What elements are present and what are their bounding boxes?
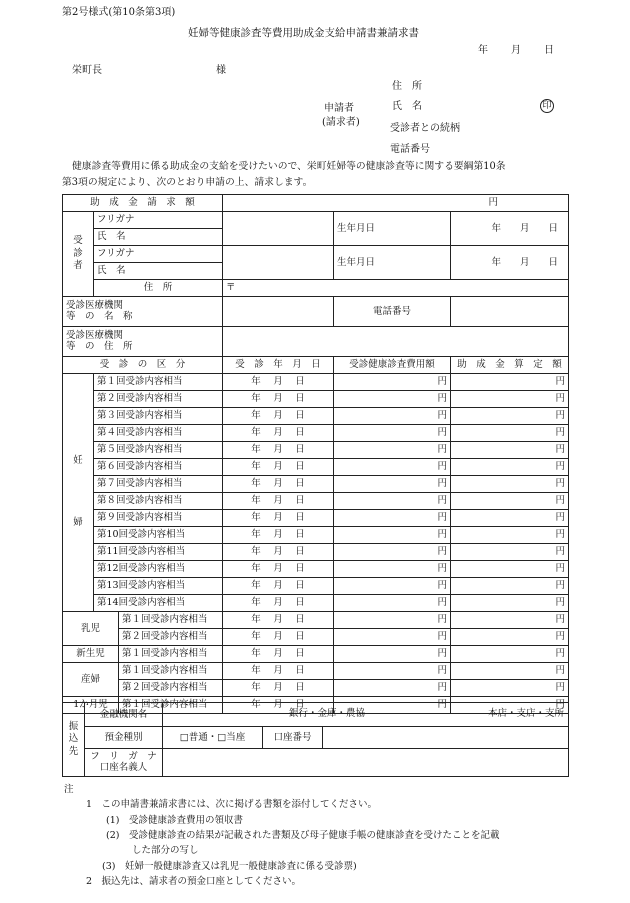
exam-row: [63, 374, 569, 391]
yen-unit: 円: [555, 631, 566, 643]
exam-visit-label: 第４回受診内容相当: [94, 425, 223, 442]
exam-year: 年: [251, 410, 261, 422]
relation-label: 受診者との続柄: [390, 123, 460, 134]
seal-icon: 印: [540, 99, 554, 113]
one-month-label: 1か月児: [63, 697, 119, 714]
applicant-address-label: 住 所: [392, 81, 422, 92]
bd1-month: 月: [520, 222, 530, 234]
exam-row: [63, 442, 569, 459]
exam-day: 日: [295, 410, 305, 422]
yen-unit: 円: [555, 614, 566, 626]
birthdate-label-1: 生年月日: [334, 212, 451, 246]
exam-date-input[interactable]: [223, 646, 334, 663]
account-type-options[interactable]: □普通・□当座: [163, 727, 263, 749]
yen-unit: 円: [437, 546, 447, 558]
exam-fee-input[interactable]: [334, 629, 451, 646]
exam-date-input[interactable]: [223, 663, 334, 680]
exam-visit-label: 第11回受診内容相当: [94, 544, 223, 561]
note-1: 1 この申請書兼請求書には、次に掲げる書類を添付してください。: [86, 799, 378, 810]
exam-year: 年: [251, 376, 261, 388]
exam-calc-input[interactable]: [451, 663, 569, 680]
exam-visit-label: 第７回受診内容相当: [94, 476, 223, 493]
exam-calc-input[interactable]: [451, 442, 569, 459]
clinic-address-input[interactable]: [223, 327, 569, 357]
exam-calc-input[interactable]: [451, 408, 569, 425]
yen-unit: 円: [555, 393, 566, 405]
exam-day: 日: [295, 665, 305, 677]
exam-day: 日: [295, 631, 305, 643]
bd1-day: 日: [548, 222, 559, 234]
exam-fee-input[interactable]: [334, 680, 451, 697]
yen-unit: 円: [555, 444, 566, 456]
exam-day: 日: [295, 427, 305, 439]
exam-fee-input[interactable]: [334, 544, 451, 561]
clinic-address-label-2: 等 の 住 所: [66, 340, 133, 352]
pregnant-label: [63, 374, 94, 612]
exam-year: 年: [251, 648, 261, 660]
clinic-phone-input[interactable]: [451, 297, 569, 327]
exam-fee-input[interactable]: [334, 510, 451, 527]
exam-fee-input[interactable]: [334, 561, 451, 578]
notes-heading: 注: [64, 784, 74, 795]
bd2-day: 日: [548, 256, 559, 268]
clinic-address-label: [63, 327, 223, 357]
exam-month: 月: [273, 631, 283, 643]
exam-fee-input[interactable]: [334, 612, 451, 629]
exam-date-input[interactable]: [223, 459, 334, 476]
holder-label: [85, 749, 163, 777]
patient-label: [63, 212, 94, 297]
exam-date-input[interactable]: [223, 442, 334, 459]
exam-date-input[interactable]: [223, 408, 334, 425]
yen-unit: 円: [437, 614, 447, 626]
exam-day: 日: [295, 546, 305, 558]
exam-day: 日: [295, 444, 305, 456]
exam-year: 年: [251, 665, 261, 677]
patient-char-2: 診: [73, 247, 83, 259]
exam-year: 年: [251, 478, 261, 490]
bd2-year: 年: [491, 256, 501, 268]
honorific: 様: [216, 65, 226, 76]
exam-row: [63, 408, 569, 425]
exam-year: 年: [251, 495, 261, 507]
yen-unit: 円: [437, 478, 447, 490]
exam-visit-label: 第１回受診内容相当: [94, 374, 223, 391]
exam-fee-input[interactable]: [334, 595, 451, 612]
yen-unit: 円: [437, 631, 447, 643]
furikomi-label: [63, 703, 85, 777]
exam-date-input[interactable]: [223, 493, 334, 510]
exam-visit-label: 第９回受診内容相当: [94, 510, 223, 527]
exam-row: [63, 629, 569, 646]
yen-unit: 円: [437, 495, 447, 507]
exam-row: [63, 391, 569, 408]
yen-unit: 円: [555, 495, 566, 507]
intro-line-1: 健康診査等費用に係る助成金の支給を受けたいので、栄町妊婦等の健康診査等に関する要綱第10条: [72, 161, 506, 172]
exam-fee-input[interactable]: [334, 493, 451, 510]
exam-calc-input[interactable]: [451, 527, 569, 544]
exam-month: 月: [273, 699, 283, 711]
exam-month: 月: [273, 376, 283, 388]
date-month: 月: [511, 45, 521, 56]
patient-char-1: 受: [73, 235, 83, 247]
furigana-label: フリガナ: [94, 212, 223, 229]
amount-row: [63, 195, 569, 212]
exam-date-input[interactable]: [223, 476, 334, 493]
exam-row: [63, 595, 569, 612]
yen-unit: 円: [555, 563, 566, 575]
branch-types: 本店・支店・支所: [488, 708, 565, 719]
yen-unit: 円: [437, 699, 447, 711]
exam-row: [63, 544, 569, 561]
exam-day: 日: [295, 478, 305, 490]
clinic-name-input[interactable]: [223, 297, 334, 327]
patient-name-2-input[interactable]: [223, 246, 334, 280]
yen-unit: 円: [555, 478, 566, 490]
exam-row: [63, 527, 569, 544]
yen-unit: 円: [555, 648, 566, 660]
exam-month: 月: [273, 495, 283, 507]
exam-visit-label: 第１回受診内容相当: [119, 612, 223, 629]
header-calc: 助 成 金 算 定 額: [451, 357, 569, 374]
exam-date-input[interactable]: [223, 578, 334, 595]
exam-day: 日: [295, 699, 305, 711]
furikomi-char-3: 先: [68, 745, 79, 757]
exam-row: [63, 663, 569, 680]
exam-date-input[interactable]: [223, 374, 334, 391]
exam-calc-input[interactable]: [451, 561, 569, 578]
exam-year: 年: [251, 393, 261, 405]
exam-row: [63, 612, 569, 629]
exam-year: 年: [251, 546, 261, 558]
exam-calc-input[interactable]: [451, 391, 569, 408]
exam-date-input[interactable]: [223, 544, 334, 561]
exam-row: [63, 646, 569, 663]
exam-visit-label: 第12回受診内容相当: [94, 561, 223, 578]
newborn-label: 新生児: [63, 646, 119, 663]
exam-fee-input[interactable]: [334, 425, 451, 442]
yen-unit: 円: [437, 597, 447, 609]
note-1-2b: した部分の写し: [132, 845, 199, 856]
exam-visit-label: 第13回受診内容相当: [94, 578, 223, 595]
exam-calc-input[interactable]: [451, 510, 569, 527]
exam-header-row: [63, 357, 569, 374]
exam-date-input[interactable]: [223, 612, 334, 629]
exam-row: [63, 476, 569, 493]
exam-day: 日: [295, 682, 305, 694]
exam-month: 月: [273, 427, 283, 439]
furikomi-char-1: 振: [68, 720, 79, 732]
exam-fee-input[interactable]: [334, 476, 451, 493]
exam-row: [63, 561, 569, 578]
exam-day: 日: [295, 393, 305, 405]
exam-visit-label: 第２回受診内容相当: [119, 680, 223, 697]
name-label-2: 氏 名: [94, 263, 223, 280]
exam-month: 月: [273, 393, 283, 405]
exam-year: 年: [251, 444, 261, 456]
exam-year: 年: [251, 461, 261, 473]
exam-month: 月: [273, 512, 283, 524]
birthdate-1-input[interactable]: [451, 212, 569, 246]
amount-label: 助 成 金 請 求 額: [63, 195, 223, 212]
exam-calc-input[interactable]: [451, 544, 569, 561]
yen-unit: 円: [555, 546, 566, 558]
exam-date-input[interactable]: [223, 425, 334, 442]
yen-unit: 円: [555, 427, 566, 439]
exam-month: 月: [273, 648, 283, 660]
yen-unit: 円: [555, 376, 566, 388]
applicant-label: 申請者: [324, 103, 354, 114]
yen-unit: 円: [437, 393, 447, 405]
patient-char-3: 者: [73, 260, 83, 272]
exam-day: 日: [295, 580, 305, 592]
exam-row: [63, 425, 569, 442]
institution-types: 銀行・金庫・農協: [289, 708, 366, 719]
exam-month: 月: [273, 563, 283, 575]
exam-month: 月: [273, 410, 283, 422]
exam-row: [63, 578, 569, 595]
postal-mark: 〒: [226, 282, 236, 294]
holder-input[interactable]: [163, 749, 569, 777]
exam-fee-input[interactable]: [334, 578, 451, 595]
header-fee: 受診健康診査費用額: [334, 357, 451, 374]
exam-day: 日: [295, 461, 305, 473]
exam-row: [63, 510, 569, 527]
exam-fee-input[interactable]: [334, 459, 451, 476]
yen-unit: 円: [437, 682, 447, 694]
exam-visit-label: 第14回受診内容相当: [94, 595, 223, 612]
exam-day: 日: [295, 376, 305, 388]
exam-year: 年: [251, 563, 261, 575]
name-label-1: 氏 名: [94, 229, 223, 246]
exam-month: 月: [273, 529, 283, 541]
exam-month: 月: [273, 444, 283, 456]
account-number-label: 口座番号: [263, 727, 323, 749]
amount-input[interactable]: [223, 195, 569, 212]
exam-year: 年: [251, 631, 261, 643]
yen-unit: 円: [437, 529, 447, 541]
exam-visit-label: 第６回受診内容相当: [94, 459, 223, 476]
yen-unit: 円: [437, 376, 447, 388]
form-number: 第2号様式(第10条第3項): [62, 7, 176, 18]
clinic-name-label-2: 等 の 名 称: [66, 310, 133, 322]
exam-day: 日: [295, 563, 305, 575]
exam-row: [63, 493, 569, 510]
exam-date-input[interactable]: [223, 510, 334, 527]
note-2: 2 振込先は、請求者の預金口座としてください。: [86, 876, 302, 887]
date-year: 年: [478, 45, 488, 56]
clinic-phone-label: 電話番号: [334, 297, 451, 327]
header-date: 受 診 年 月 日: [223, 357, 334, 374]
exam-visit-label: 第１回受診内容相当: [119, 663, 223, 680]
exam-visit-label: 第１回受診内容相当: [119, 646, 223, 663]
yen-unit: 円: [555, 597, 566, 609]
yen-unit: 円: [555, 529, 566, 541]
exam-month: 月: [273, 665, 283, 677]
yen-unit: 円: [437, 512, 447, 524]
pregnant-char-1: 妊: [73, 455, 83, 467]
bank-table: [62, 702, 569, 777]
exam-day: 日: [295, 597, 305, 609]
exam-date-input[interactable]: [223, 561, 334, 578]
exam-year: 年: [251, 529, 261, 541]
exam-calc-input[interactable]: [451, 595, 569, 612]
yen-unit: 円: [555, 461, 566, 473]
exam-day: 日: [295, 495, 305, 507]
yen-unit: 円: [555, 410, 566, 422]
birthdate-label-2: 生年月日: [334, 246, 451, 280]
exam-fee-input[interactable]: [334, 374, 451, 391]
exam-year: 年: [251, 580, 261, 592]
postpartum-label: 産婦: [63, 663, 119, 697]
header-category: 受 診 の 区 分: [63, 357, 223, 374]
application-table: [62, 194, 569, 714]
seal-mark: [540, 99, 554, 113]
birthdate-2-input[interactable]: [451, 246, 569, 280]
exam-calc-input[interactable]: [451, 459, 569, 476]
exam-date-input[interactable]: [223, 527, 334, 544]
bd1-year: 年: [491, 222, 501, 234]
exam-fee-input[interactable]: [334, 408, 451, 425]
infant-label: 乳児: [63, 612, 119, 646]
exam-calc-input[interactable]: [451, 646, 569, 663]
holder-label-2: 口座名義人: [99, 761, 148, 773]
holder-label-1: フ リ ガ ナ: [90, 750, 157, 762]
exam-year: 年: [251, 427, 261, 439]
requester-label: (請求者): [322, 117, 360, 128]
exam-date-input[interactable]: [223, 595, 334, 612]
addressee: 栄町長: [72, 65, 102, 76]
patient-name-1-input[interactable]: [223, 212, 334, 246]
yen-unit: 円: [555, 665, 566, 677]
exam-fee-input[interactable]: [334, 663, 451, 680]
yen-unit: 円: [555, 512, 566, 524]
exam-day: 日: [295, 512, 305, 524]
exam-year: 年: [251, 699, 261, 711]
yen-unit: 円: [555, 682, 566, 694]
exam-month: 月: [273, 461, 283, 473]
exam-date-input[interactable]: [223, 680, 334, 697]
exam-fee-input[interactable]: [334, 442, 451, 459]
exam-row: [63, 680, 569, 697]
amount-yen: 円: [488, 197, 499, 209]
exam-visit-label: 第10回受診内容相当: [94, 527, 223, 544]
institution-label: 金融機関名: [85, 703, 163, 727]
date-day: 日: [544, 45, 554, 56]
exam-calc-input[interactable]: [451, 578, 569, 595]
exam-year: 年: [251, 682, 261, 694]
note-1-3: (3) 妊婦一般健康診査又は乳児一般健康診査に係る受診票): [102, 861, 357, 872]
form-title: 妊婦等健康診査等費用助成金支給申請書兼請求書: [188, 27, 419, 39]
furigana-label-2: フリガナ: [94, 246, 223, 263]
yen-unit: 円: [437, 427, 447, 439]
exam-month: 月: [273, 478, 283, 490]
note-1-2a: (2) 受診健康診査の結果が記載された書類及び母子健康手帳の健康診査を受けたことを記載: [106, 830, 500, 841]
account-type-label: 預金種別: [85, 727, 163, 749]
exam-fee-input[interactable]: [334, 527, 451, 544]
exam-day: 日: [295, 648, 305, 660]
yen-unit: 円: [437, 563, 447, 575]
exam-day: 日: [295, 614, 305, 626]
institution-input[interactable]: [163, 703, 569, 727]
clinic-name-label-1: 受診医療機関: [66, 299, 124, 311]
exam-visit-label: 第２回受診内容相当: [94, 391, 223, 408]
intro-line-2: 第3項の規定により、次のとおり申請の上、請求します。: [62, 177, 313, 188]
furikomi-char-2: 込: [68, 733, 79, 745]
applicant-name-label: 氏 名: [392, 101, 422, 112]
pregnant-char-2: 婦: [73, 517, 83, 529]
clinic-name-label: [63, 297, 223, 327]
account-number-input[interactable]: [323, 727, 569, 749]
exam-month: 月: [273, 614, 283, 626]
exam-month: 月: [273, 682, 283, 694]
patient-address-label: 住 所: [94, 280, 223, 297]
exam-row: [63, 459, 569, 476]
patient-address-input[interactable]: [223, 280, 569, 297]
exam-visit-label: 第５回受診内容相当: [94, 442, 223, 459]
exam-calc-input[interactable]: [451, 680, 569, 697]
yen-unit: 円: [555, 580, 566, 592]
bd2-month: 月: [520, 256, 530, 268]
exam-month: 月: [273, 597, 283, 609]
exam-visit-label: 第２回受診内容相当: [119, 629, 223, 646]
exam-date-input[interactable]: [223, 391, 334, 408]
exam-fee-input[interactable]: [334, 646, 451, 663]
exam-month: 月: [273, 546, 283, 558]
note-1-1: (1) 受診健康診査費用の領収書: [106, 815, 243, 826]
exam-calc-input[interactable]: [451, 493, 569, 510]
phone-label: 電話番号: [390, 144, 430, 155]
yen-unit: 円: [437, 444, 447, 456]
exam-day: 日: [295, 529, 305, 541]
exam-visit-label: 第３回受診内容相当: [94, 408, 223, 425]
yen-unit: 円: [437, 580, 447, 592]
exam-year: 年: [251, 614, 261, 626]
yen-unit: 円: [437, 648, 447, 660]
yen-unit: 円: [437, 410, 447, 422]
exam-fee-input[interactable]: [334, 391, 451, 408]
exam-calc-input[interactable]: [451, 425, 569, 442]
exam-calc-input[interactable]: [451, 476, 569, 493]
exam-calc-input[interactable]: [451, 374, 569, 391]
yen-unit: 円: [555, 699, 566, 711]
clinic-address-label-1: 受診医療機関: [66, 329, 124, 341]
exam-month: 月: [273, 580, 283, 592]
exam-date-input[interactable]: [223, 629, 334, 646]
exam-calc-input[interactable]: [451, 629, 569, 646]
exam-visit-label: 第１回受診内容相当: [119, 697, 223, 714]
yen-unit: 円: [437, 665, 447, 677]
yen-unit: 円: [437, 461, 447, 473]
exam-visit-label: 第８回受診内容相当: [94, 493, 223, 510]
exam-year: 年: [251, 512, 261, 524]
exam-calc-input[interactable]: [451, 612, 569, 629]
exam-year: 年: [251, 597, 261, 609]
